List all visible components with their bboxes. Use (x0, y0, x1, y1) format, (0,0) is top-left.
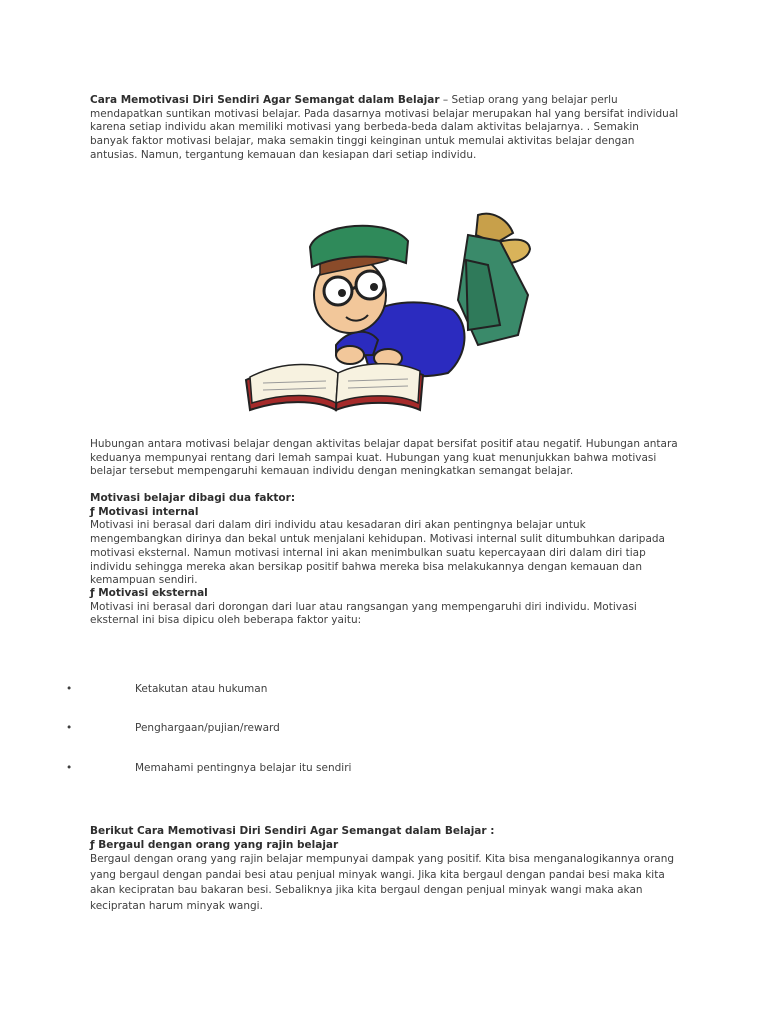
factors-heading: Motivasi belajar dibagi dua faktor: (90, 492, 296, 504)
tip-body: Bergaul dengan orang yang rajin belajar mempunyai dampak yang positif. Kita bisa menganalogikannya orang yang bergaul dengan pandai besi atau penjual minyak wangi. Jika kita bergaul dengan pandai besi maka kita akan kecipratan bau bakaran besi. Sebaliknya jika kita bergaul dengan penjual minyak wangi maka akan kecipratan harum minyak wangi. (90, 853, 675, 912)
intro-body: Setiap orang yang belajar perlu mendapatkan suntikan motivasi belajar. Pada dasarnya motivasi belajar merupakan hal yang bersifat individual karena setiap individu akan memiliki motivasi yang berbeda-beda dalam aktivitas belajarnya. . Semakin banyak faktor motivasi belajar, maka semakin tinggi keinginan untuk memulai aktivitas belajar dengan antusias. Namun, tergantung kemauan dan kesiapan dari setiap individu. (90, 94, 679, 161)
tips-heading: Berikut Cara Memotivasi Diri Sendiri Agar Semangat dalam Belajar : (90, 825, 495, 837)
internal-body: Motivasi ini berasal dari dalam diri individu atau kesadaran diri akan pentingnya belajar untuk mengembangkan dirinya dan bekal untuk menjalani kehidupan. Motivasi internal sulit ditumbuhkan daripada motivasi eksternal. Namun motivasi internal ini akan menimbulkan suatu kepercayaan diri dalam diri tiap individu sehingga mereka akan bersikap positif bahwa mereka bisa melakukannya dengan kemauan dan kemampuan sendiri. (90, 519, 665, 587)
list-item: Ketakutan atau hukuman (135, 683, 268, 695)
list-item: Penghargaan/pujian/reward (135, 722, 280, 734)
external-body: Motivasi ini berasal dari dorongan dari luar atau rangsangan yang mempengaruhi diri individu. Motivasi eksternal ini bisa dipicu oleh beberapa faktor yaitu: (90, 600, 637, 627)
relation-paragraph (90, 438, 680, 479)
list-item: Memahami pentingnya belajar itu sendiri (135, 762, 352, 774)
factors-section (90, 492, 680, 588)
intro-paragraph (90, 94, 680, 163)
relation-body: Hubungan antara motivasi belajar dengan aktivitas belajar dapat bersifat positif atau negatif. Hubungan antara keduanya mempunyai rentang dari lemah sampai kuat. Hubungan yang kuat menunjukkan bahwa motivasi belajar tersebut mempengaruhi kemauan individu dengan meningkatkan semangat belajar. (90, 438, 678, 478)
intro-separator: – (439, 94, 452, 106)
tip-heading: ƒ Bergaul dengan orang yang rajin belajar (90, 838, 339, 851)
bullet-marker: • (66, 762, 73, 774)
intro-title: Cara Memotivasi Diri Sendiri Agar Semangat dalam Belajar (90, 94, 440, 106)
external-section (90, 587, 680, 628)
boy-reading-illustration (238, 205, 538, 420)
bullet-marker: • (66, 722, 73, 734)
tips-section (90, 825, 680, 914)
external-heading: ƒ Motivasi eksternal (90, 587, 208, 599)
internal-heading: ƒ Motivasi internal (90, 505, 199, 518)
bullet-marker: • (66, 683, 73, 695)
